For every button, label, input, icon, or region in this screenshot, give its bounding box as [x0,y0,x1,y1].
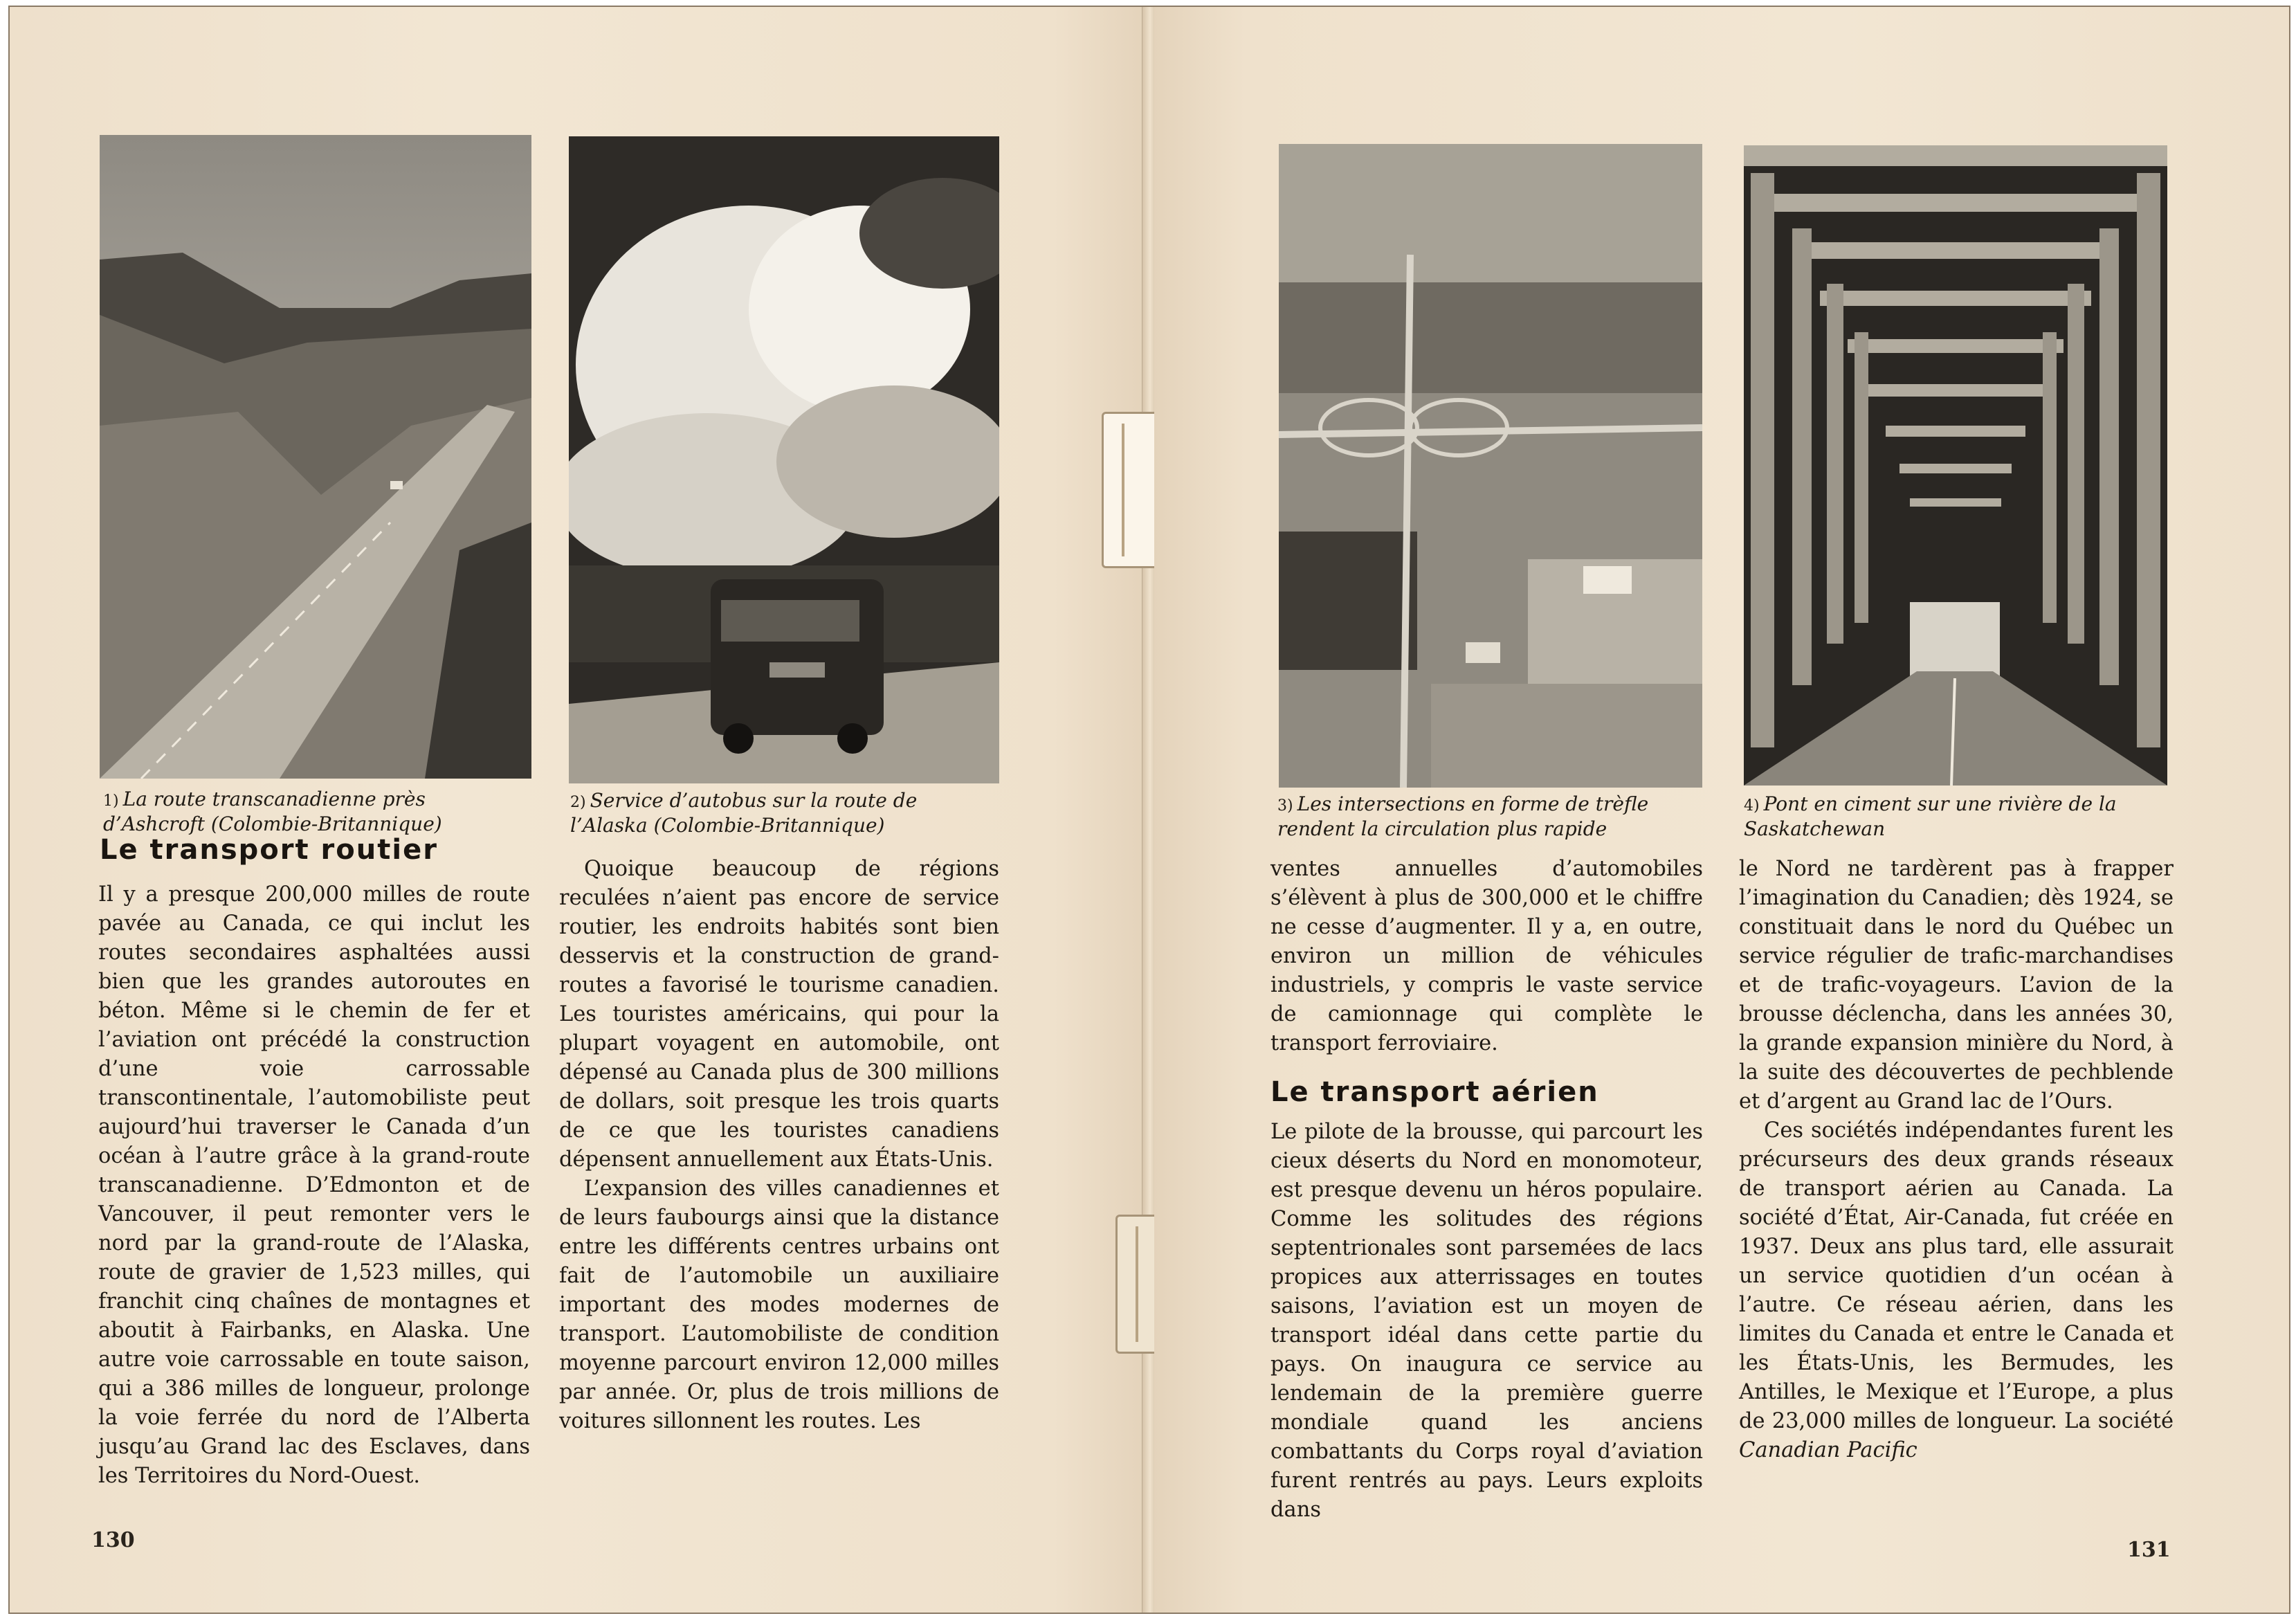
caption-photo-1: 1) La route transcanadienne près d’Ashcroft (Colombie-Britannique) [103,788,442,835]
paragraph: Ces sociétés indépendantes furent les précurseurs des deux grands réseaux de transport aérien au Canada. La société d’État, Air-Canada, fut créée en 1937. Deux ans plus tard, elle assurait un service quotidien d’un océan à l’autre. Ce réseau aérien, dans les limites du Canada et entre le Canada et les États-Unis, les Bermudes, les Antilles, le Mexique et l’Europe, a plus de 23,000 milles de longueur. La société Canadian Pacific [1739,1118,2174,1462]
caption-photo-4: 4) Pont en ciment sur une rivière de la Saskatchewan [1744,792,2117,840]
caption-photo-2: 2) Service d’autobus sur la route de l’Alaska (Colombie-Britannique) [570,789,918,837]
paragraph: Il y a presque 200,000 milles de route pavée au Canada, ce qui inclut les routes secondaires asphaltées aussi bien que les grandes autoroutes en béton. Même si le chemin de fer et l’aviation ont précédé la construction d’une voie carrossable transcontinentale, l’automobiliste peut aujourd’hui traverser le Canada d’un océan à l’autre grâce à la grand-route transcanadienne. D’Edmonton et de Vancouver, il peut remonter vers le nord par la grand-route de l’Alaska, route de gravier de 1,523 milles, qui franchit cinq chaînes de montagnes et aboutit à Fairbanks, en Alaska. Une autre voie carrossable en toute saison, qui a 386 milles de longueur, prolonge la voie ferrée du nord de l’Alberta jusqu’au Grand lac des Esclaves, dans les Territoires du Nord-Ouest. [98,882,530,1488]
photo-cloverleaf-interchange [1279,144,1702,788]
caption-photo-3: 3) Les intersections en forme de trèfle rendent la circulation plus rapide [1277,792,1649,840]
page-number-right: 131 [2127,1538,2171,1562]
fourth-column-text [1739,855,2174,1465]
paragraph: L’expansion des villes canadiennes et de leurs faubourgs ainsi que la distance entre les différents centres urbains ont fait de l’automobile un auxiliaire important des modes modernes de transport. L’automobiliste de condition moyenne parcourt environ 12,000 milles par année. Or, plus de trois millions de voitures sillonnent les routes. Les [559,1177,999,1433]
photo-alaska-highway-bus [569,136,999,783]
book-spread [8,6,2290,1614]
section-heading-road-transport: Le transport routier [100,834,438,866]
section-heading-air-transport: Le transport aérien [1270,1076,1599,1108]
paragraph: Quoique beaucoup de régions reculées n’aient pas encore de service routier, les endroits habités sont bien desservis et la construction de grand-routes a favorisé le tourisme canadien. Les touristes américains, qui pour la plupart voyagent en automobile, ont dépensé au Canada plus de 300 millions de dollars, soit presque les trois quarts de ce que les touristes canadiens dépensent annuellement aux États-Unis. [559,857,999,1172]
third-column-text-continued [1270,1118,1703,1525]
paragraph: Le pilote de la brousse, qui parcourt les cieux déserts du Nord en monomoteur, est presque devenu un héros populaire. Comme les solitudes des régions septentrionales sont parsemées de lacs propices aux atterrissages en toutes saisons, l’aviation est un moyen de transport idéal dans cette partie du pays. On inaugura ce service au lendemain de la première guerre mondiale quand les anciens combattants du Corps royal d’aviation furent rentrés au pays. Leurs exploits dans [1270,1120,1703,1522]
italic-company-name: Canadian Pacific [1739,1438,1917,1462]
page-number-left: 130 [91,1528,135,1552]
paragraph: le Nord ne tardèrent pas à frapper l’imagination du Canadien; dès 1924, se constituait dans le nord du Québec un service régulier de trafic-marchandises et de trafic-voyageurs. L’avion de la brousse déclencha, dans les années 30, la grande expansion minière du Nord, à la suite des découvertes de pechblende et d’argent au Grand lac de l’Ours. [1739,857,2174,1114]
left-page [10,7,1145,1613]
paragraph: ventes annuelles d’automobiles s’élèvent à plus de 300,000 et le chiffre ne cesse d’augmenter. Il y a, en outre, environ un million de véhicules industriels, y compris le vaste service de camionnage qui complète le transport ferroviaire. [1270,857,1703,1055]
photo-concrete-bridge [1744,145,2167,786]
second-column-text [559,855,999,1436]
third-column-text [1270,855,1703,1058]
photo-trans-canada-highway [100,135,531,779]
right-page [1154,7,2289,1613]
left-column-text [98,880,530,1491]
